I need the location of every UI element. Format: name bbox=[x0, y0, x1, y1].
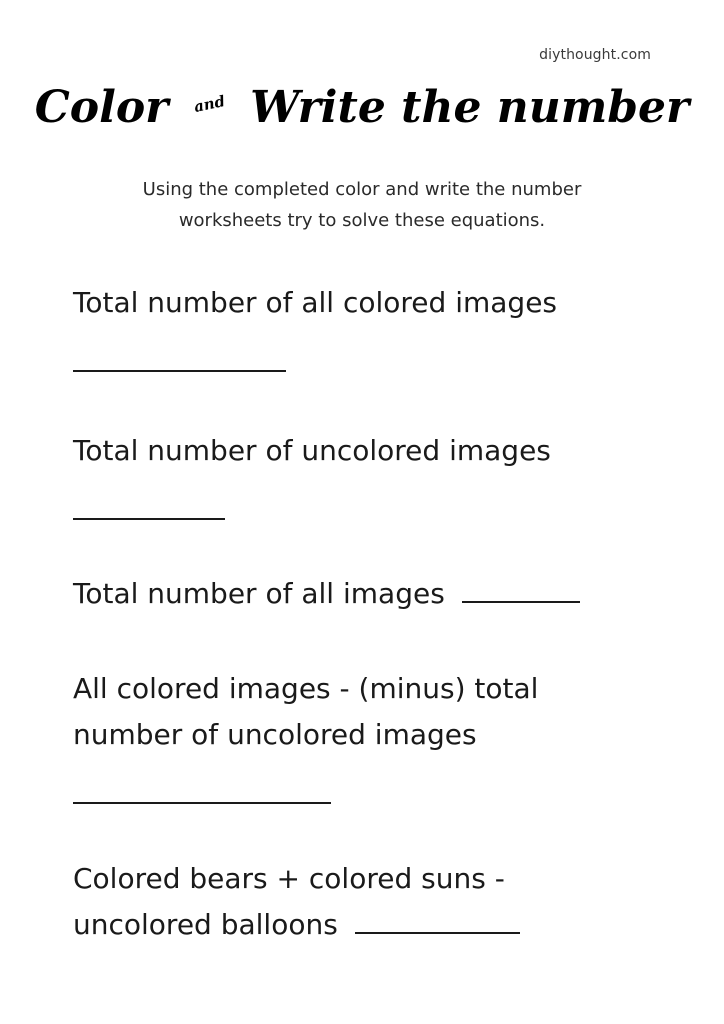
site-url: diythought.com bbox=[539, 47, 651, 63]
worksheet-title bbox=[0, 82, 724, 133]
title-connector: and bbox=[192, 91, 227, 117]
title-write: Write the number bbox=[250, 82, 690, 133]
question-5-text: Colored bears + colored suns - uncolored balloons bbox=[73, 862, 505, 941]
question-1-text: Total number of all colored images bbox=[73, 286, 558, 319]
answer-blank-2[interactable] bbox=[73, 518, 225, 520]
question-4-text: All colored images - (minus) total number of uncolored images bbox=[73, 672, 539, 751]
title-color: Color bbox=[34, 82, 169, 133]
answer-blank-3[interactable] bbox=[462, 571, 580, 603]
answer-blank-4[interactable] bbox=[73, 802, 331, 804]
question-1 bbox=[73, 280, 663, 372]
question-2-text: Total number of uncolored images bbox=[73, 434, 551, 467]
question-2 bbox=[73, 428, 663, 520]
instructions: Using the completed color and write the number worksheets try to solve these equations. bbox=[142, 179, 582, 231]
question-5 bbox=[73, 856, 633, 948]
answer-blank-1[interactable] bbox=[73, 370, 286, 372]
question-3 bbox=[73, 571, 673, 617]
question-3-text: Total number of all images bbox=[73, 577, 445, 610]
question-4 bbox=[73, 666, 613, 804]
answer-blank-5[interactable] bbox=[355, 902, 520, 934]
